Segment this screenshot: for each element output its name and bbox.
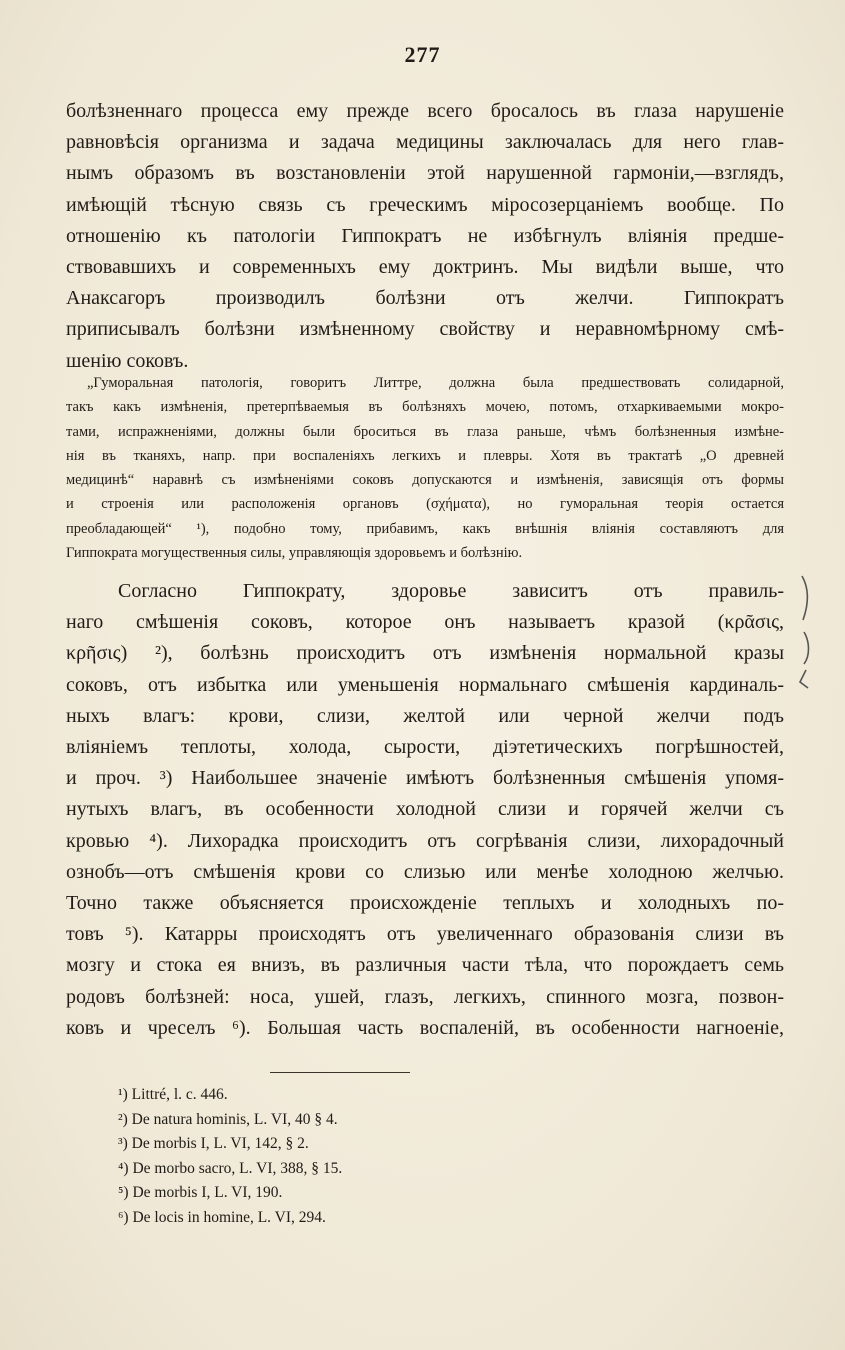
text-line: соковъ, отъ избытка или уменьшенія нормальнаго смѣшенія кардиналь- — [66, 673, 784, 696]
margin-pencil-mark — [794, 572, 824, 692]
paragraph-2 — [66, 576, 784, 1044]
footnotes — [118, 1083, 618, 1230]
text-line: и проч. ³) Наибольшее значеніе имѣютъ болѣзненныя смѣшенія упомя- — [66, 767, 784, 790]
quote-line: и строенія или расположенія органовъ (σχήματα), но гуморальная теорія остается — [66, 496, 784, 513]
text-line: Согласно Гиппократу, здоровье зависитъ отъ правиль- — [118, 580, 784, 602]
footnote: ⁵) De morbis I, L. VI, 190. — [118, 1184, 283, 1201]
quote-line: преобладающей“ ¹), подобно тому, прибавимъ, какъ внѣшнія вліянія составляютъ для — [66, 520, 784, 537]
quote-line: „Гуморальная патологія, говоритъ Литтре, должна была предшествовать солидарной, — [87, 375, 784, 391]
footnote-separator — [270, 1072, 410, 1073]
text-line: κρῆσις) ²), болѣзнь происходитъ отъ измѣненія нормальной кразы — [66, 642, 784, 665]
text-line: равновѣсія организма и задача медицины заключалась для него глав- — [66, 131, 784, 154]
paragraph-1 — [66, 96, 784, 377]
text-line: шенію соковъ. — [66, 349, 189, 372]
text-line: имѣющій тѣсную связь съ греческимъ міросозерцаніемъ вообще. По — [66, 193, 784, 216]
text-line: нымъ образомъ въ возстановленіи этой нарушенной гармоніи,—взглядъ, — [66, 162, 784, 185]
text-line: кровью ⁴). Лихорадка происходитъ отъ согрѣванія слизи, лихорадочный — [66, 829, 784, 852]
text-line: ныхъ влагъ: крови, слизи, желтой или черной желчи подъ — [66, 704, 784, 727]
quote-line: Гиппократа могущественныя силы, управляющія здоровьемъ и болѣзнію. — [66, 545, 523, 562]
footnote: ³) De morbis I, L. VI, 142, § 2. — [118, 1135, 309, 1152]
text-line: Точно также объясняется происхожденіе теплыхъ и холодныхъ по- — [66, 892, 784, 915]
text-line: ознобъ—отъ смѣшенія крови со слизью или менѣе холодною желчью. — [66, 860, 784, 883]
text-line: мозгу и стока ея внизъ, въ различныя части тѣла, что порождаетъ семь — [66, 954, 784, 977]
text-line: вліяніемъ теплоты, холода, сырости, діэтетическихъ погрѣшностей, — [66, 736, 784, 759]
quote-line: тами, испражненіями, должны были броситься въ глаза раньше, чѣмъ болѣзненныя измѣне- — [66, 423, 784, 440]
text-line: наго смѣшенія соковъ, которое онъ называетъ кразой (κρᾶσις, — [66, 611, 784, 634]
footnote: ²) De natura hominis, L. VI, 40 § 4. — [118, 1110, 338, 1128]
footnote: ¹) Littré, l. c. 446. — [118, 1086, 228, 1103]
text-line: приписывалъ болѣзни измѣненному свойству и неравномѣрному смѣ- — [66, 318, 784, 341]
text-line: товъ ⁵). Катарры происходятъ отъ увеличеннаго образованія слизи въ — [66, 923, 784, 946]
quote-line: нія въ тканяхъ, напр. при воспаленіяхъ легкихъ и плевры. Хотя въ трактатѣ „О древней — [66, 447, 784, 464]
text-line: Анаксагоръ производилъ болѣзни отъ желчи. Гиппократъ — [66, 287, 784, 310]
page-number: 277 — [404, 42, 441, 67]
footnote: ⁴) De morbo sacro, L. VI, 388, § 15. — [118, 1159, 343, 1177]
quote-line: медицинѣ“ наравнѣ съ измѣненіями соковъ допускаются и измѣненія, зависящія отъ формы — [66, 472, 784, 489]
text-line: ствовавшихъ и современныхъ ему доктринъ. Мы видѣли выше, что — [66, 256, 784, 279]
quote-line: такъ какъ измѣненія, претерпѣваемыя въ болѣзняхъ мочею, потомъ, отхаркиваемыми мокро- — [66, 399, 784, 416]
text-line: родовъ болѣзней: носа, ушей, глазъ, легкихъ, спинного мозга, позвон- — [66, 985, 784, 1008]
text-line: отношенію къ патологіи Гиппократъ не избѣгнулъ вліянія предше- — [66, 224, 784, 247]
text-line: болѣзненнаго процесса ему прежде всего бросалось въ глаза нарушеніе — [66, 100, 784, 122]
quotation-block — [66, 371, 784, 565]
footnote: ⁶) De locis in homine, L. VI, 294. — [118, 1208, 326, 1226]
text-line: ковъ и чреселъ ⁶). Большая часть воспаленій, въ особенности нагноеніе, — [66, 1016, 784, 1039]
text-line: нутыхъ влагъ, въ особенности холодной слизи и горячей желчи съ — [66, 798, 784, 821]
